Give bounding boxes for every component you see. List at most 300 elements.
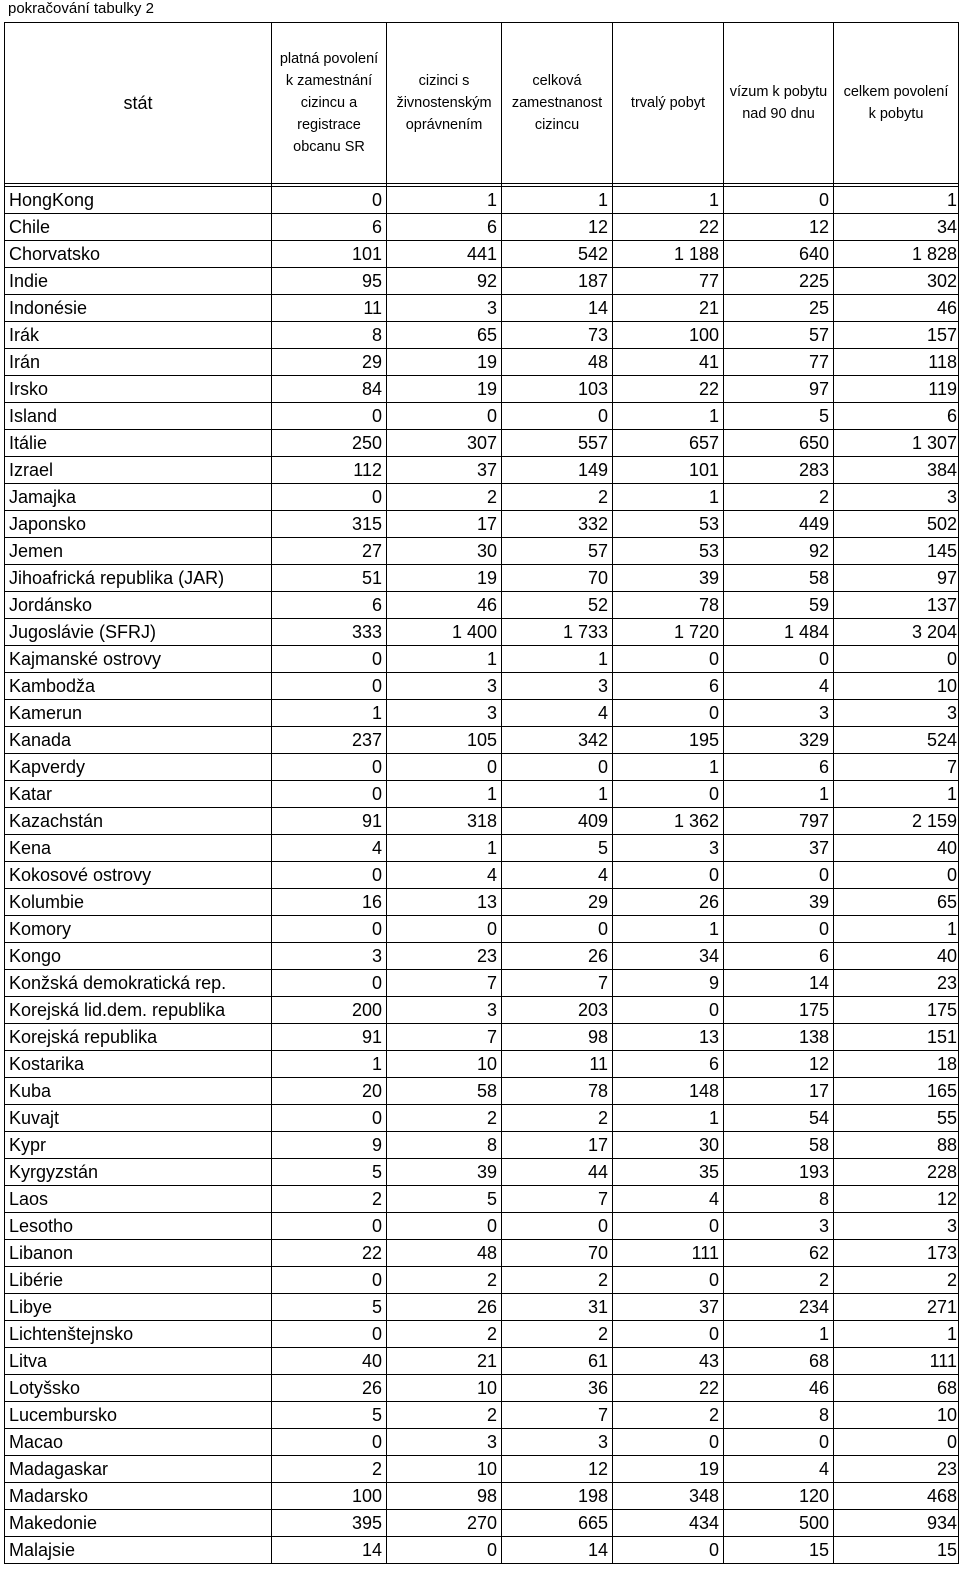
cell-permanent-residence: 78 xyxy=(613,592,724,619)
cell-work-permits: 0 xyxy=(272,1429,387,1456)
cell-work-permits: 0 xyxy=(272,1213,387,1240)
cell-country: Korejská republika xyxy=(5,1024,272,1051)
cell-trade-licences: 65 xyxy=(387,322,502,349)
table-row xyxy=(5,1078,959,1105)
table-row xyxy=(5,1213,959,1240)
cell-permanent-residence: 0 xyxy=(613,700,724,727)
cell-trade-licences: 17 xyxy=(387,511,502,538)
cell-work-permits: 8 xyxy=(272,322,387,349)
cell-permanent-residence: 111 xyxy=(613,1240,724,1267)
cell-total-employment: 26 xyxy=(502,943,613,970)
cell-permanent-residence: 39 xyxy=(613,565,724,592)
cell-total-employment: 52 xyxy=(502,592,613,619)
cell-total-residence-permits: 7 xyxy=(834,754,959,781)
cell-country: Lotyšsko xyxy=(5,1375,272,1402)
cell-country: Kypr xyxy=(5,1132,272,1159)
cell-total-employment: 0 xyxy=(502,916,613,943)
cell-work-permits: 6 xyxy=(272,592,387,619)
table-row xyxy=(5,1348,959,1375)
cell-visa-90-days: 283 xyxy=(724,457,834,484)
cell-country: Jamajka xyxy=(5,484,272,511)
table-row xyxy=(5,700,959,727)
table-row xyxy=(5,1294,959,1321)
table-row xyxy=(5,916,959,943)
cell-trade-licences: 7 xyxy=(387,970,502,997)
cell-trade-licences: 19 xyxy=(387,349,502,376)
cell-total-residence-permits: 468 xyxy=(834,1483,959,1510)
cell-total-employment: 57 xyxy=(502,538,613,565)
data-table xyxy=(4,22,959,1564)
table-row xyxy=(5,538,959,565)
cell-total-residence-permits: 3 xyxy=(834,484,959,511)
cell-visa-90-days: 175 xyxy=(724,997,834,1024)
cell-total-employment: 4 xyxy=(502,700,613,727)
cell-country: Kongo xyxy=(5,943,272,970)
cell-work-permits: 1 xyxy=(272,1051,387,1078)
table-row xyxy=(5,349,959,376)
cell-total-employment: 203 xyxy=(502,997,613,1024)
cell-country: Lichtenštejnsko xyxy=(5,1321,272,1348)
table-row xyxy=(5,754,959,781)
cell-permanent-residence: 19 xyxy=(613,1456,724,1483)
cell-country: Litva xyxy=(5,1348,272,1375)
cell-visa-90-days: 6 xyxy=(724,943,834,970)
cell-total-residence-permits: 1 xyxy=(834,187,959,214)
cell-permanent-residence: 0 xyxy=(613,997,724,1024)
cell-trade-licences: 92 xyxy=(387,268,502,295)
cell-country: Kuvajt xyxy=(5,1105,272,1132)
cell-total-employment: 31 xyxy=(502,1294,613,1321)
cell-country: Jugoslávie (SFRJ) xyxy=(5,619,272,646)
cell-total-residence-permits: 10 xyxy=(834,673,959,700)
cell-permanent-residence: 1 xyxy=(613,1105,724,1132)
cell-total-employment: 557 xyxy=(502,430,613,457)
cell-country: Kolumbie xyxy=(5,889,272,916)
cell-work-permits: 16 xyxy=(272,889,387,916)
cell-country: Katar xyxy=(5,781,272,808)
table-row xyxy=(5,376,959,403)
cell-total-employment: 11 xyxy=(502,1051,613,1078)
header-trade-licences: cizinci s živnostenským oprávnením xyxy=(387,23,502,184)
cell-total-residence-permits: 173 xyxy=(834,1240,959,1267)
cell-permanent-residence: 22 xyxy=(613,214,724,241)
cell-work-permits: 2 xyxy=(272,1186,387,1213)
cell-total-employment: 4 xyxy=(502,862,613,889)
cell-permanent-residence: 0 xyxy=(613,1213,724,1240)
cell-trade-licences: 58 xyxy=(387,1078,502,1105)
cell-total-employment: 7 xyxy=(502,1186,613,1213)
cell-visa-90-days: 1 484 xyxy=(724,619,834,646)
cell-visa-90-days: 92 xyxy=(724,538,834,565)
cell-visa-90-days: 449 xyxy=(724,511,834,538)
cell-country: Libérie xyxy=(5,1267,272,1294)
cell-country: Kajmanské ostrovy xyxy=(5,646,272,673)
cell-permanent-residence: 2 xyxy=(613,1402,724,1429)
cell-total-employment: 12 xyxy=(502,214,613,241)
cell-permanent-residence: 4 xyxy=(613,1186,724,1213)
cell-total-employment: 0 xyxy=(502,1213,613,1240)
cell-trade-licences: 13 xyxy=(387,889,502,916)
cell-total-residence-permits: 12 xyxy=(834,1186,959,1213)
cell-total-residence-permits: 137 xyxy=(834,592,959,619)
cell-work-permits: 1 xyxy=(272,700,387,727)
cell-total-residence-permits: 157 xyxy=(834,322,959,349)
cell-permanent-residence: 26 xyxy=(613,889,724,916)
cell-visa-90-days: 500 xyxy=(724,1510,834,1537)
cell-total-employment: 78 xyxy=(502,1078,613,1105)
cell-work-permits: 5 xyxy=(272,1402,387,1429)
cell-total-employment: 2 xyxy=(502,484,613,511)
cell-country: Kapverdy xyxy=(5,754,272,781)
cell-total-residence-permits: 2 xyxy=(834,1267,959,1294)
cell-total-employment: 0 xyxy=(502,403,613,430)
cell-work-permits: 112 xyxy=(272,457,387,484)
cell-country: Lesotho xyxy=(5,1213,272,1240)
cell-visa-90-days: 138 xyxy=(724,1024,834,1051)
cell-visa-90-days: 797 xyxy=(724,808,834,835)
table-row xyxy=(5,1240,959,1267)
cell-visa-90-days: 17 xyxy=(724,1078,834,1105)
cell-work-permits: 0 xyxy=(272,673,387,700)
cell-work-permits: 2 xyxy=(272,1456,387,1483)
cell-visa-90-days: 39 xyxy=(724,889,834,916)
cell-total-residence-permits: 55 xyxy=(834,1105,959,1132)
cell-total-residence-permits: 1 828 xyxy=(834,241,959,268)
cell-total-residence-permits: 88 xyxy=(834,1132,959,1159)
table-row xyxy=(5,403,959,430)
cell-work-permits: 3 xyxy=(272,943,387,970)
cell-permanent-residence: 77 xyxy=(613,268,724,295)
cell-country: Kokosové ostrovy xyxy=(5,862,272,889)
cell-permanent-residence: 0 xyxy=(613,1321,724,1348)
cell-permanent-residence: 0 xyxy=(613,781,724,808)
header-work-permits: platná povolení k zamestnání cizincu a registrace obcanu SR xyxy=(272,23,387,184)
cell-trade-licences: 19 xyxy=(387,565,502,592)
cell-work-permits: 91 xyxy=(272,808,387,835)
cell-total-employment: 29 xyxy=(502,889,613,916)
cell-total-residence-permits: 40 xyxy=(834,835,959,862)
cell-trade-licences: 4 xyxy=(387,862,502,889)
cell-visa-90-days: 120 xyxy=(724,1483,834,1510)
cell-trade-licences: 3 xyxy=(387,700,502,727)
cell-trade-licences: 0 xyxy=(387,1537,502,1564)
cell-visa-90-days: 0 xyxy=(724,916,834,943)
cell-country: Indonésie xyxy=(5,295,272,322)
cell-work-permits: 101 xyxy=(272,241,387,268)
header-total-employment: celková zamestnanost cizincu xyxy=(502,23,613,184)
table-row xyxy=(5,1267,959,1294)
table-row xyxy=(5,1132,959,1159)
cell-work-permits: 0 xyxy=(272,970,387,997)
cell-visa-90-days: 1 xyxy=(724,1321,834,1348)
cell-permanent-residence: 30 xyxy=(613,1132,724,1159)
cell-work-permits: 0 xyxy=(272,916,387,943)
table-row xyxy=(5,646,959,673)
cell-work-permits: 26 xyxy=(272,1375,387,1402)
cell-permanent-residence: 13 xyxy=(613,1024,724,1051)
cell-visa-90-days: 329 xyxy=(724,727,834,754)
cell-trade-licences: 37 xyxy=(387,457,502,484)
cell-country: Konžská demokratická rep. xyxy=(5,970,272,997)
cell-work-permits: 237 xyxy=(272,727,387,754)
cell-work-permits: 27 xyxy=(272,538,387,565)
cell-trade-licences: 23 xyxy=(387,943,502,970)
cell-work-permits: 5 xyxy=(272,1159,387,1186)
cell-permanent-residence: 6 xyxy=(613,1051,724,1078)
cell-permanent-residence: 0 xyxy=(613,1429,724,1456)
table-row xyxy=(5,1456,959,1483)
cell-total-residence-permits: 23 xyxy=(834,970,959,997)
cell-trade-licences: 2 xyxy=(387,484,502,511)
cell-visa-90-days: 0 xyxy=(724,862,834,889)
cell-total-residence-permits: 65 xyxy=(834,889,959,916)
cell-visa-90-days: 3 xyxy=(724,700,834,727)
cell-visa-90-days: 46 xyxy=(724,1375,834,1402)
cell-trade-licences: 10 xyxy=(387,1051,502,1078)
cell-country: Kena xyxy=(5,835,272,862)
cell-work-permits: 29 xyxy=(272,349,387,376)
cell-total-employment: 73 xyxy=(502,322,613,349)
cell-visa-90-days: 57 xyxy=(724,322,834,349)
cell-permanent-residence: 1 xyxy=(613,484,724,511)
cell-work-permits: 0 xyxy=(272,754,387,781)
cell-work-permits: 395 xyxy=(272,1510,387,1537)
table-row xyxy=(5,1402,959,1429)
cell-total-employment: 2 xyxy=(502,1267,613,1294)
cell-trade-licences: 19 xyxy=(387,376,502,403)
table-row xyxy=(5,1159,959,1186)
cell-trade-licences: 2 xyxy=(387,1105,502,1132)
cell-country: Libye xyxy=(5,1294,272,1321)
table-row xyxy=(5,1051,959,1078)
cell-visa-90-days: 14 xyxy=(724,970,834,997)
cell-visa-90-days: 8 xyxy=(724,1186,834,1213)
cell-total-residence-permits: 3 xyxy=(834,1213,959,1240)
cell-country: Korejská lid.dem. republika xyxy=(5,997,272,1024)
table-row xyxy=(5,241,959,268)
cell-permanent-residence: 9 xyxy=(613,970,724,997)
cell-total-residence-permits: 934 xyxy=(834,1510,959,1537)
cell-total-residence-permits: 2 159 xyxy=(834,808,959,835)
cell-work-permits: 0 xyxy=(272,403,387,430)
cell-permanent-residence: 1 xyxy=(613,916,724,943)
cell-total-residence-permits: 23 xyxy=(834,1456,959,1483)
cell-trade-licences: 1 xyxy=(387,646,502,673)
cell-country: Indie xyxy=(5,268,272,295)
cell-work-permits: 250 xyxy=(272,430,387,457)
cell-permanent-residence: 1 720 xyxy=(613,619,724,646)
cell-work-permits: 0 xyxy=(272,646,387,673)
cell-visa-90-days: 2 xyxy=(724,1267,834,1294)
cell-trade-licences: 7 xyxy=(387,1024,502,1051)
cell-permanent-residence: 53 xyxy=(613,511,724,538)
cell-total-residence-permits: 145 xyxy=(834,538,959,565)
cell-trade-licences: 48 xyxy=(387,1240,502,1267)
header-stat: stát xyxy=(5,23,272,184)
cell-country: Kamerun xyxy=(5,700,272,727)
cell-country: Izrael xyxy=(5,457,272,484)
table-row xyxy=(5,997,959,1024)
cell-trade-licences: 3 xyxy=(387,295,502,322)
cell-visa-90-days: 640 xyxy=(724,241,834,268)
cell-country: Komory xyxy=(5,916,272,943)
cell-country: Madagaskar xyxy=(5,1456,272,1483)
cell-permanent-residence: 0 xyxy=(613,646,724,673)
cell-trade-licences: 307 xyxy=(387,430,502,457)
cell-total-employment: 542 xyxy=(502,241,613,268)
cell-trade-licences: 2 xyxy=(387,1267,502,1294)
cell-permanent-residence: 21 xyxy=(613,295,724,322)
cell-total-residence-permits: 228 xyxy=(834,1159,959,1186)
cell-permanent-residence: 0 xyxy=(613,1267,724,1294)
cell-total-employment: 17 xyxy=(502,1132,613,1159)
cell-total-employment: 1 733 xyxy=(502,619,613,646)
cell-permanent-residence: 100 xyxy=(613,322,724,349)
table-row xyxy=(5,214,959,241)
table-row xyxy=(5,970,959,997)
cell-visa-90-days: 77 xyxy=(724,349,834,376)
cell-trade-licences: 10 xyxy=(387,1375,502,1402)
cell-total-residence-permits: 271 xyxy=(834,1294,959,1321)
cell-total-residence-permits: 1 xyxy=(834,781,959,808)
cell-visa-90-days: 58 xyxy=(724,1132,834,1159)
cell-total-employment: 409 xyxy=(502,808,613,835)
cell-trade-licences: 0 xyxy=(387,916,502,943)
cell-permanent-residence: 37 xyxy=(613,1294,724,1321)
cell-country: Macao xyxy=(5,1429,272,1456)
cell-total-residence-permits: 524 xyxy=(834,727,959,754)
cell-country: Kyrgyzstán xyxy=(5,1159,272,1186)
cell-total-employment: 44 xyxy=(502,1159,613,1186)
cell-total-residence-permits: 0 xyxy=(834,646,959,673)
cell-total-employment: 103 xyxy=(502,376,613,403)
cell-visa-90-days: 37 xyxy=(724,835,834,862)
cell-visa-90-days: 54 xyxy=(724,1105,834,1132)
cell-trade-licences: 3 xyxy=(387,1429,502,1456)
cell-permanent-residence: 0 xyxy=(613,862,724,889)
cell-work-permits: 20 xyxy=(272,1078,387,1105)
cell-country: Jordánsko xyxy=(5,592,272,619)
cell-country: Chile xyxy=(5,214,272,241)
cell-total-employment: 2 xyxy=(502,1105,613,1132)
cell-trade-licences: 6 xyxy=(387,214,502,241)
cell-total-residence-permits: 3 xyxy=(834,700,959,727)
cell-work-permits: 0 xyxy=(272,1267,387,1294)
cell-visa-90-days: 12 xyxy=(724,1051,834,1078)
cell-visa-90-days: 2 xyxy=(724,484,834,511)
table-row xyxy=(5,187,959,214)
cell-trade-licences: 0 xyxy=(387,1213,502,1240)
cell-work-permits: 14 xyxy=(272,1537,387,1564)
cell-total-residence-permits: 1 307 xyxy=(834,430,959,457)
table-row xyxy=(5,1186,959,1213)
cell-total-residence-permits: 118 xyxy=(834,349,959,376)
cell-work-permits: 40 xyxy=(272,1348,387,1375)
cell-country: Kazachstán xyxy=(5,808,272,835)
cell-total-employment: 149 xyxy=(502,457,613,484)
table-header xyxy=(5,23,959,184)
cell-country: Irsko xyxy=(5,376,272,403)
cell-total-employment: 1 xyxy=(502,187,613,214)
cell-work-permits: 0 xyxy=(272,484,387,511)
cell-trade-licences: 2 xyxy=(387,1321,502,1348)
cell-country: Japonsko xyxy=(5,511,272,538)
table-row xyxy=(5,1375,959,1402)
cell-total-residence-permits: 97 xyxy=(834,565,959,592)
cell-total-residence-permits: 68 xyxy=(834,1375,959,1402)
cell-total-residence-permits: 502 xyxy=(834,511,959,538)
cell-country: Kostarika xyxy=(5,1051,272,1078)
cell-trade-licences: 441 xyxy=(387,241,502,268)
table-row xyxy=(5,889,959,916)
cell-total-residence-permits: 0 xyxy=(834,1429,959,1456)
cell-total-employment: 12 xyxy=(502,1456,613,1483)
table-row xyxy=(5,1510,959,1537)
cell-work-permits: 0 xyxy=(272,862,387,889)
table-row xyxy=(5,1483,959,1510)
cell-country: Kuba xyxy=(5,1078,272,1105)
cell-permanent-residence: 6 xyxy=(613,673,724,700)
cell-country: Island xyxy=(5,403,272,430)
cell-total-employment: 1 xyxy=(502,781,613,808)
header-visa-90-days: vízum k pobytu nad 90 dnu xyxy=(724,23,834,184)
table-row xyxy=(5,457,959,484)
cell-work-permits: 0 xyxy=(272,1321,387,1348)
cell-work-permits: 333 xyxy=(272,619,387,646)
cell-trade-licences: 1 400 xyxy=(387,619,502,646)
cell-visa-90-days: 62 xyxy=(724,1240,834,1267)
table-row xyxy=(5,1537,959,1564)
cell-country: Jihoafrická republika (JAR) xyxy=(5,565,272,592)
cell-work-permits: 315 xyxy=(272,511,387,538)
cell-total-residence-permits: 3 204 xyxy=(834,619,959,646)
cell-work-permits: 9 xyxy=(272,1132,387,1159)
cell-work-permits: 0 xyxy=(272,187,387,214)
cell-visa-90-days: 8 xyxy=(724,1402,834,1429)
cell-total-residence-permits: 18 xyxy=(834,1051,959,1078)
cell-total-residence-permits: 384 xyxy=(834,457,959,484)
cell-visa-90-days: 4 xyxy=(724,673,834,700)
cell-trade-licences: 3 xyxy=(387,673,502,700)
cell-total-residence-permits: 46 xyxy=(834,295,959,322)
cell-total-residence-permits: 6 xyxy=(834,403,959,430)
table-row xyxy=(5,430,959,457)
cell-work-permits: 0 xyxy=(272,1105,387,1132)
table-caption: pokračování tabulky 2 xyxy=(8,0,154,17)
cell-total-residence-permits: 0 xyxy=(834,862,959,889)
cell-total-employment: 48 xyxy=(502,349,613,376)
cell-visa-90-days: 25 xyxy=(724,295,834,322)
cell-total-residence-permits: 10 xyxy=(834,1402,959,1429)
cell-country: HongKong xyxy=(5,187,272,214)
cell-trade-licences: 0 xyxy=(387,403,502,430)
cell-country: Irán xyxy=(5,349,272,376)
cell-work-permits: 200 xyxy=(272,997,387,1024)
cell-total-employment: 187 xyxy=(502,268,613,295)
table-row xyxy=(5,835,959,862)
cell-permanent-residence: 1 xyxy=(613,403,724,430)
table-row xyxy=(5,592,959,619)
cell-trade-licences: 1 xyxy=(387,835,502,862)
cell-total-employment: 61 xyxy=(502,1348,613,1375)
cell-permanent-residence: 34 xyxy=(613,943,724,970)
cell-trade-licences: 10 xyxy=(387,1456,502,1483)
table-row xyxy=(5,619,959,646)
cell-total-employment: 70 xyxy=(502,1240,613,1267)
cell-country: Jemen xyxy=(5,538,272,565)
cell-total-residence-permits: 151 xyxy=(834,1024,959,1051)
cell-visa-90-days: 650 xyxy=(724,430,834,457)
